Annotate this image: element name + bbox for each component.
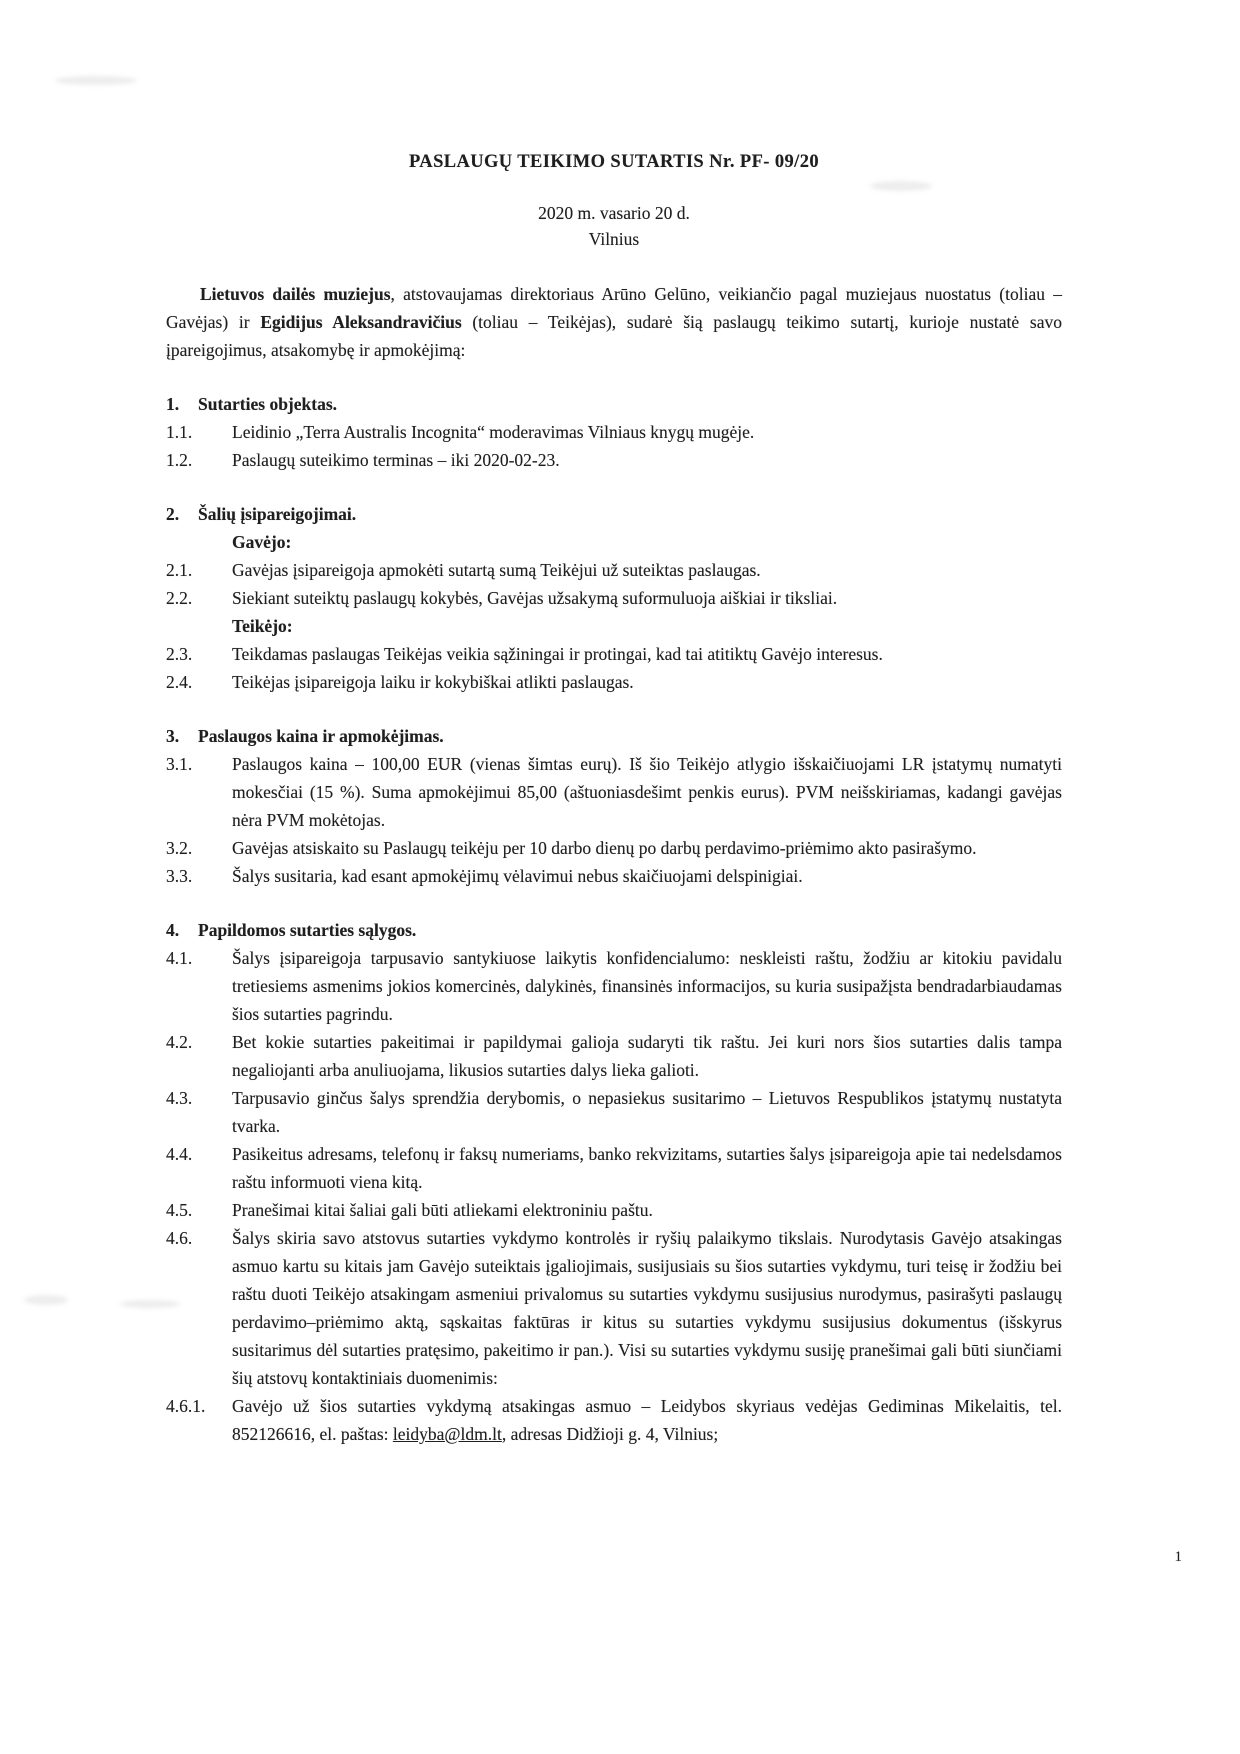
section-1 <box>166 390 1062 474</box>
document-date: 2020 m. vasario 20 d. <box>538 203 690 223</box>
intro-paragraph <box>166 280 1062 364</box>
contract-item-4-6-1 <box>166 1392 1062 1448</box>
item-text: Paslaugų suteikimo terminas – iki 2020-02-23. <box>232 450 560 470</box>
section-title: Sutarties objektas. <box>198 394 338 414</box>
section-title: Papildomos sutarties sąlygos. <box>198 920 417 940</box>
section-3-heading <box>166 722 1062 750</box>
item-text: Pasikeitus adresams, telefonų ir faksų numeriams, banko rekvizitams, sutarties šalys įsipareigoja apie tai nedelsdamos raštu informuoti viena kitą. <box>232 1144 1062 1192</box>
item-text: Šalys įsipareigoja tarpusavio santykiuose laikytis konfidencialumo: neskleisti raštu, žodžiu ar kitokiu pavidalu tretiesiems asmenims jokios komercinės, dalykinės, finansinės informacijos, su kuria susipažįsta bendradarbiaudamas šios sutarties pagrindu. <box>232 948 1062 1024</box>
provider-obligations-label: Teikėjo: <box>232 616 293 636</box>
contract-item-4-5 <box>166 1196 1062 1224</box>
contact-text-post: , adresas Didžioji g. 4, Vilnius; <box>501 1424 719 1444</box>
section-title: Paslaugos kaina ir apmokėjimas. <box>198 726 444 746</box>
contract-item-2-4 <box>166 668 1062 696</box>
item-text <box>232 1392 1062 1448</box>
item-text: Paslaugos kaina – 100,00 EUR (vienas šimtas eurų). Iš šio Teikėjo atlygio išskaičiuojami LR įstatymų numatyti mokesčiai (15 %). Suma apmokėjimui 85,00 (aštuoniasdešimt penkis eurus). PVM neišskiriamas, kadangi gavėjas nėra PVM mokėtojas. <box>232 754 1062 830</box>
item-number: 4.6. <box>166 1228 193 1248</box>
section-2-heading <box>166 500 1062 528</box>
item-number: 1.1. <box>166 422 193 442</box>
intro-text-2: (toliau – Teikėjas), sudarė šią paslaugų teikimo sutartį, kurioje nustatė savo įpareigojimus, atsakomybę ir apmokėjimą: <box>166 312 1062 360</box>
document-city: Vilnius <box>588 229 640 249</box>
item-number: 3.2. <box>166 838 193 858</box>
item-number: 1.2. <box>166 450 193 470</box>
item-text: Šalys susitaria, kad esant apmokėjimų vėlavimui nebus skaičiuojami delspinigiai. <box>232 866 803 886</box>
item-text: Pranešimai kitai šaliai gali būti atliekami elektroniniu paštu. <box>232 1200 653 1220</box>
contract-item-4-4 <box>166 1140 1062 1196</box>
item-text: Šalys skiria savo atstovus sutarties vykdymo kontrolės ir ryšių palaikymo tikslais. Nurodytasis Gavėjo atsakingas asmuo kartu su kitais jam Gavėjo suteiktais įgaliojimais, susijusiais su šios sutarties vykdymu, turi teisę ir žodžiu bei raštu duoti Teikėjo atsakingam asmeniui privalomus su sutarties vykdymu susijusius nurodymus, pasirašyti paslaugų perdavimo–priėmimo aktą, sąskaitas faktūras ir kitus su sutarties vykdymu susijusius dokumentus (išskyrus susitarimus dėl sutarties pratęsimo, pakeitimo ir pan.). Visi su sutarties vykdymu susiję pranešimai gali būti siunčiami šių atstovų kontaktiniais duomenimis: <box>232 1228 1062 1388</box>
party-provider-name: Egidijus Aleksandravičius <box>260 312 462 332</box>
contract-item-4-6 <box>166 1224 1062 1392</box>
section-4 <box>166 916 1062 1448</box>
recipient-obligations-label: Gavėjo: <box>232 532 292 552</box>
scan-smudge <box>55 76 137 85</box>
item-number: 4.4. <box>166 1144 193 1164</box>
section-number: 1. <box>166 394 180 414</box>
contact-email: leidyba@ldm.lt <box>392 1424 502 1444</box>
contract-item-3-1 <box>166 750 1062 834</box>
item-text: Gavėjas įsipareigoja apmokėti sutartą sumą Teikėjui už suteiktas paslaugas. <box>232 560 761 580</box>
item-number: 3.3. <box>166 866 193 886</box>
contract-item-4-3 <box>166 1084 1062 1140</box>
contract-item-2-1 <box>166 556 1062 584</box>
section-number: 3. <box>166 726 180 746</box>
section-title: Šalių įsipareigojimai. <box>198 504 357 524</box>
item-number: 4.6.1. <box>166 1396 206 1416</box>
item-text: Teikdamas paslaugas Teikėjas veikia sąžiningai ir protingai, kad tai atitiktų Gavėjo interesus. <box>232 644 883 664</box>
item-number: 3.1. <box>166 754 193 774</box>
section-2 <box>166 500 1062 696</box>
item-text: Teikėjas įsipareigoja laiku ir kokybiškai atlikti paslaugas. <box>232 672 634 692</box>
contract-item-2-3 <box>166 640 1062 668</box>
section-1-heading <box>166 390 1062 418</box>
item-text: Siekiant suteiktų paslaugų kokybės, Gavėjas užsakymą suformuluoja aiškiai ir tiksliai. <box>232 588 838 608</box>
item-text: Bet kokie sutarties pakeitimai ir papildymai galioja sudaryti tik raštu. Jei kuri nors šios sutarties dalis tampa negaliojanti arba anuliuojama, likusios sutarties dalys lieka galioti. <box>232 1032 1062 1080</box>
item-number: 4.2. <box>166 1032 193 1052</box>
item-number: 4.3. <box>166 1088 193 1108</box>
item-number: 2.1. <box>166 560 193 580</box>
item-text: Leidinio „Terra Australis Incognita“ moderavimas Vilniaus knygų mugėje. <box>232 422 755 442</box>
contract-item-4-2 <box>166 1028 1062 1084</box>
section-3 <box>166 722 1062 890</box>
contract-item-3-2 <box>166 834 1062 862</box>
section-number: 4. <box>166 920 180 940</box>
item-number: 4.1. <box>166 948 193 968</box>
item-number: 2.3. <box>166 644 193 664</box>
contract-item-3-3 <box>166 862 1062 890</box>
contact-text-pre: Gavėjo už šios sutarties vykdymą atsakingas asmuo – Leidybos skyriaus vedėjas Gediminas Mikelaitis, tel. 852126616, el. paštas: <box>232 1396 1062 1444</box>
item-number: 2.2. <box>166 588 193 608</box>
party-recipient-name: Lietuvos dailės muziejus <box>200 284 391 304</box>
intro-text-1: , atstovaujamas direktoriaus Arūno Gelūno, veikiančio pagal muziejaus nuostatus (toliau – Gavėjas) ir <box>166 284 1062 332</box>
document-title: PASLAUGŲ TEIKIMO SUTARTIS Nr. PF- 09/20 <box>408 152 819 172</box>
item-number: 2.4. <box>166 672 193 692</box>
scan-smudge <box>870 181 932 191</box>
contract-item-4-1 <box>166 944 1062 1028</box>
contract-item-2-2 <box>166 584 1062 612</box>
contract-item-1-1 <box>166 418 1062 446</box>
contract-item-1-2 <box>166 446 1062 474</box>
item-text: Tarpusavio ginčus šalys sprendžia derybomis, o nepasiekus susitarimo – Lietuvos Respublikos įstatymų nustatyta tvarka. <box>232 1088 1062 1136</box>
item-number: 4.5. <box>166 1200 193 1220</box>
section-4-heading <box>166 916 1062 944</box>
section-number: 2. <box>166 504 180 524</box>
scan-smudge <box>24 1295 68 1305</box>
page-number: 1 <box>1174 1549 1182 1565</box>
item-text: Gavėjas atsiskaito su Paslaugų teikėju per 10 darbo dienų po darbų perdavimo-priėmimo akto pasirašymo. <box>232 838 977 858</box>
